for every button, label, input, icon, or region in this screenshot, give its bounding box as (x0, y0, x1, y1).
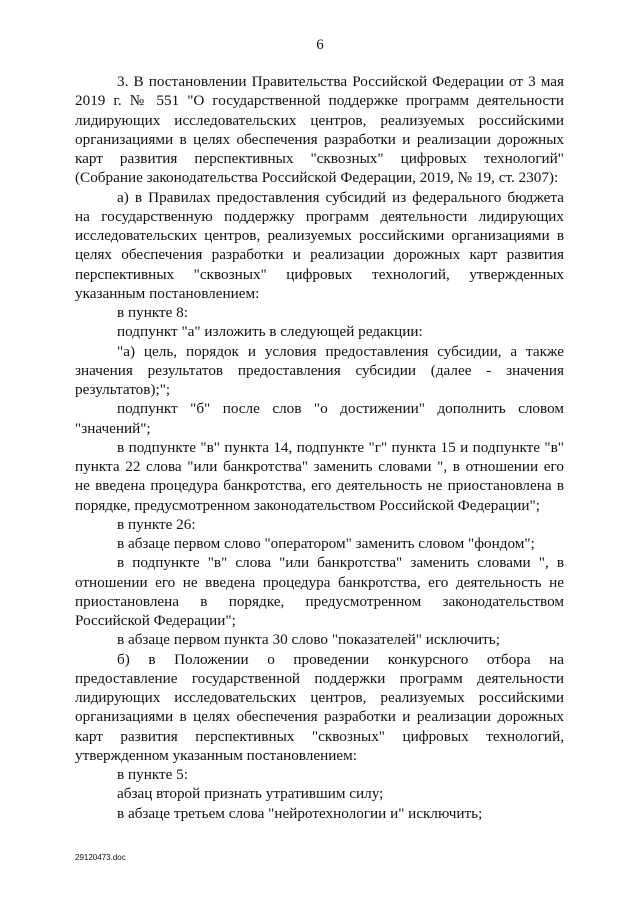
paragraph-item-3: 3. В постановлении Правительства Российской Федерации от 3 мая 2019 г. № 551 "О государственной поддержке программ деятельности лидирующих исследовательских центров, реализуемых российскими организациями в целях обеспечения разработки и реализации дорожных карт развития перспективных "сквозных" цифровых технологий" (Собрание законодательства Российской Федерации, 2019, № 19, ст. 2307): (75, 73, 564, 187)
paragraph-subpoint-b: подпункт "б" после слов "о достижении" дополнить словом "значений"; (75, 400, 564, 437)
paragraph-points-14-15-22: в подпункте "в" пункта 14, подпункте "г" пункта 15 и подпункте "в" пункта 22 слова "или банкротства" заменить словами ", в отношении его не введена процедура банкротства, его деятельность не приостановлена в порядке, предусмотренном законодательством Российской Федерации"; (75, 438, 564, 514)
paragraph-subpoint-v: в подпункте "в" слова "или банкротства" заменить словами ", в отношении его не введена процедура банкротства, его деятельность не приостановлена в порядке, предусмотренном законодательством Российской Федерации"; (75, 554, 564, 629)
page-number: 6 (316, 37, 324, 53)
paragraph-abzac-third: в абзаце третьем слова "нейротехнологии и" исключить; (117, 804, 483, 822)
paragraph-abzac-second: абзац второй признать утратившим силу; (117, 785, 384, 803)
paragraph-point-30: в абзаце первом пункта 30 слово "показателей" исключить; (117, 631, 500, 649)
paragraph-point-5: в пункте 5: (117, 766, 188, 783)
paragraph-point-8: в пункте 8: (117, 304, 188, 321)
paragraph-subitem-b: б) в Положении о проведении конкурсного отбора на предоставление государственной поддержки программ деятельности лидирующих исследовательских центров, реализуемых российскими организациями в целях обеспечения разработки и реализации дорожных карт развития перспективных "сквозных" цифровых технологий, утвержденном указанным постановлением: (75, 650, 564, 764)
document-body (75, 72, 564, 823)
footer-filename: 29120473.doc (75, 853, 126, 862)
paragraph-first-abzac: в абзаце первом слово "оператором" заменить словом "фондом"; (117, 535, 535, 552)
paragraph-quoted-subpoint-a: "а) цель, порядок и условия предоставления субсидии, а также значения результатов предоставления субсидии (далее - значения результатов);"; (75, 342, 564, 398)
paragraph-subpoint-a-new-wording: подпункт "а" изложить в следующей редакции: (117, 323, 423, 341)
paragraph-point-26: в пункте 26: (117, 515, 196, 533)
paragraph-subitem-a: а) в Правилах предоставления субсидий из федерального бюджета на государственную поддержку программ деятельности лидирующих исследовательских центров, реализуемых российскими организациями в целях обеспечения разработки и реализации дорожных карт развития перспективных "сквозных" цифровых технологий, утвержденных указанным постановлением: (75, 188, 564, 302)
